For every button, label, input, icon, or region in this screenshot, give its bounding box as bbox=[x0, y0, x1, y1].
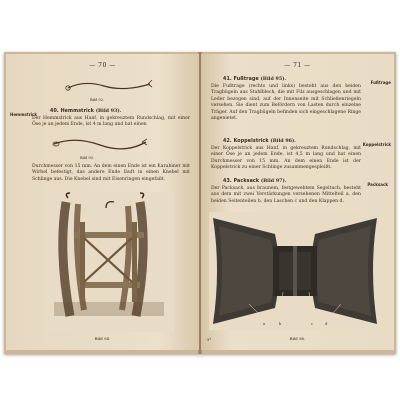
margin-note-hemmstrick: Hemmstrick bbox=[10, 112, 38, 117]
section-figure-reference: (Bild 93). bbox=[95, 108, 122, 114]
section2-paragraph: Der Koppelstrick aus Hanf, in gekreuztem Rundschlag, mit einer Öse je an jedem Ende, ist 4,5 m lang und hat einen Durchmesser von 15 mm. An dem einen Ende ist der Koppelstrick zu einer Schlinge zusammengespleißt. bbox=[211, 146, 361, 171]
section1-figure-reference: (Bild 95). bbox=[260, 76, 287, 82]
section-heading-fusstrage bbox=[223, 76, 286, 82]
right-page-number: — 71 — bbox=[284, 62, 311, 69]
margin-note-koppelstrick: Koppelstrick bbox=[362, 142, 391, 147]
section3-paragraph: Der Packsack, aus braunem, festgewebtem Segeltuch, besteht aus dem mit zwei Verstärkungen versehenen Mittelteil a, den beiden Seitenteilen b, den Laschen c und den Klappen d. bbox=[211, 186, 361, 204]
section2-heading-text: 42. Koppelstrick bbox=[223, 139, 269, 144]
left-page bbox=[6, 54, 199, 350]
section-paragraph: Der Hemmstrick aus Hanf, in gekreuztem Rundschlag, mit einer Öse je an jedem Ende, ist 4 m lang und hat einen bbox=[32, 116, 190, 128]
figure-label-middle: Bild 93. bbox=[80, 156, 95, 160]
packsack-illustration bbox=[209, 212, 381, 330]
section-heading-packsack bbox=[223, 178, 286, 184]
caption-bottom-left: Bild 94. bbox=[94, 336, 111, 341]
left-page-number: — 70 — bbox=[89, 62, 116, 69]
figure-label-top: Bild 92. bbox=[90, 98, 105, 102]
section-heading-koppelstrick bbox=[223, 138, 296, 144]
section2-figure-reference: (Bild 96). bbox=[270, 138, 296, 144]
right-page bbox=[201, 54, 394, 350]
margin-note-fusstrage: Fußtrage bbox=[370, 80, 391, 85]
rope-illustration-top bbox=[64, 74, 154, 98]
footer-mark: 5* bbox=[207, 338, 212, 342]
section3-figure-reference: (Bild 97). bbox=[260, 178, 287, 184]
body-paragraph: Durchmesser von 15 mm. An dem einen Ende ist ein Karabiner mit Wirbel befestigt, das andere Ende läuft in einen Knebel mit Schlinge aus. Die Knebel sind mit Eisenringen eingefaßt. bbox=[32, 164, 190, 182]
open-book bbox=[4, 52, 396, 354]
figure-letter-a: a bbox=[263, 322, 266, 326]
caption-bottom-right: Bild 96. bbox=[289, 336, 306, 341]
section3-heading-text: 43. Packsack bbox=[223, 179, 260, 184]
margin-note-packsack: Packsack bbox=[367, 182, 388, 187]
carrier-frame-photo bbox=[44, 192, 174, 332]
figure-letter-d: d bbox=[325, 322, 328, 326]
figure-letter-c: c bbox=[311, 322, 314, 326]
rope-illustration-middle bbox=[50, 132, 150, 158]
section-heading-text: 40. Hemmstrick bbox=[50, 109, 95, 114]
section-heading-hemmstrick bbox=[50, 108, 121, 114]
figure-letter-b: b bbox=[279, 322, 282, 326]
section1-paragraph: Die Fußtrage (rechts und links) besteht aus den beiden Tragbügeln aus Stahlblech, die mit Filz ausgeschlagen und mit Leder bezogen sind, auf der Innenseite mit Schließenriegeln versehen. Sie dient zum Befördern von Lasten durch einzelne Träger. Auf den Tragbügeln befinden sich eingeschlagene Ringe angenietet. bbox=[211, 84, 361, 122]
section1-heading-text: 41. Fußtrage bbox=[223, 77, 259, 82]
